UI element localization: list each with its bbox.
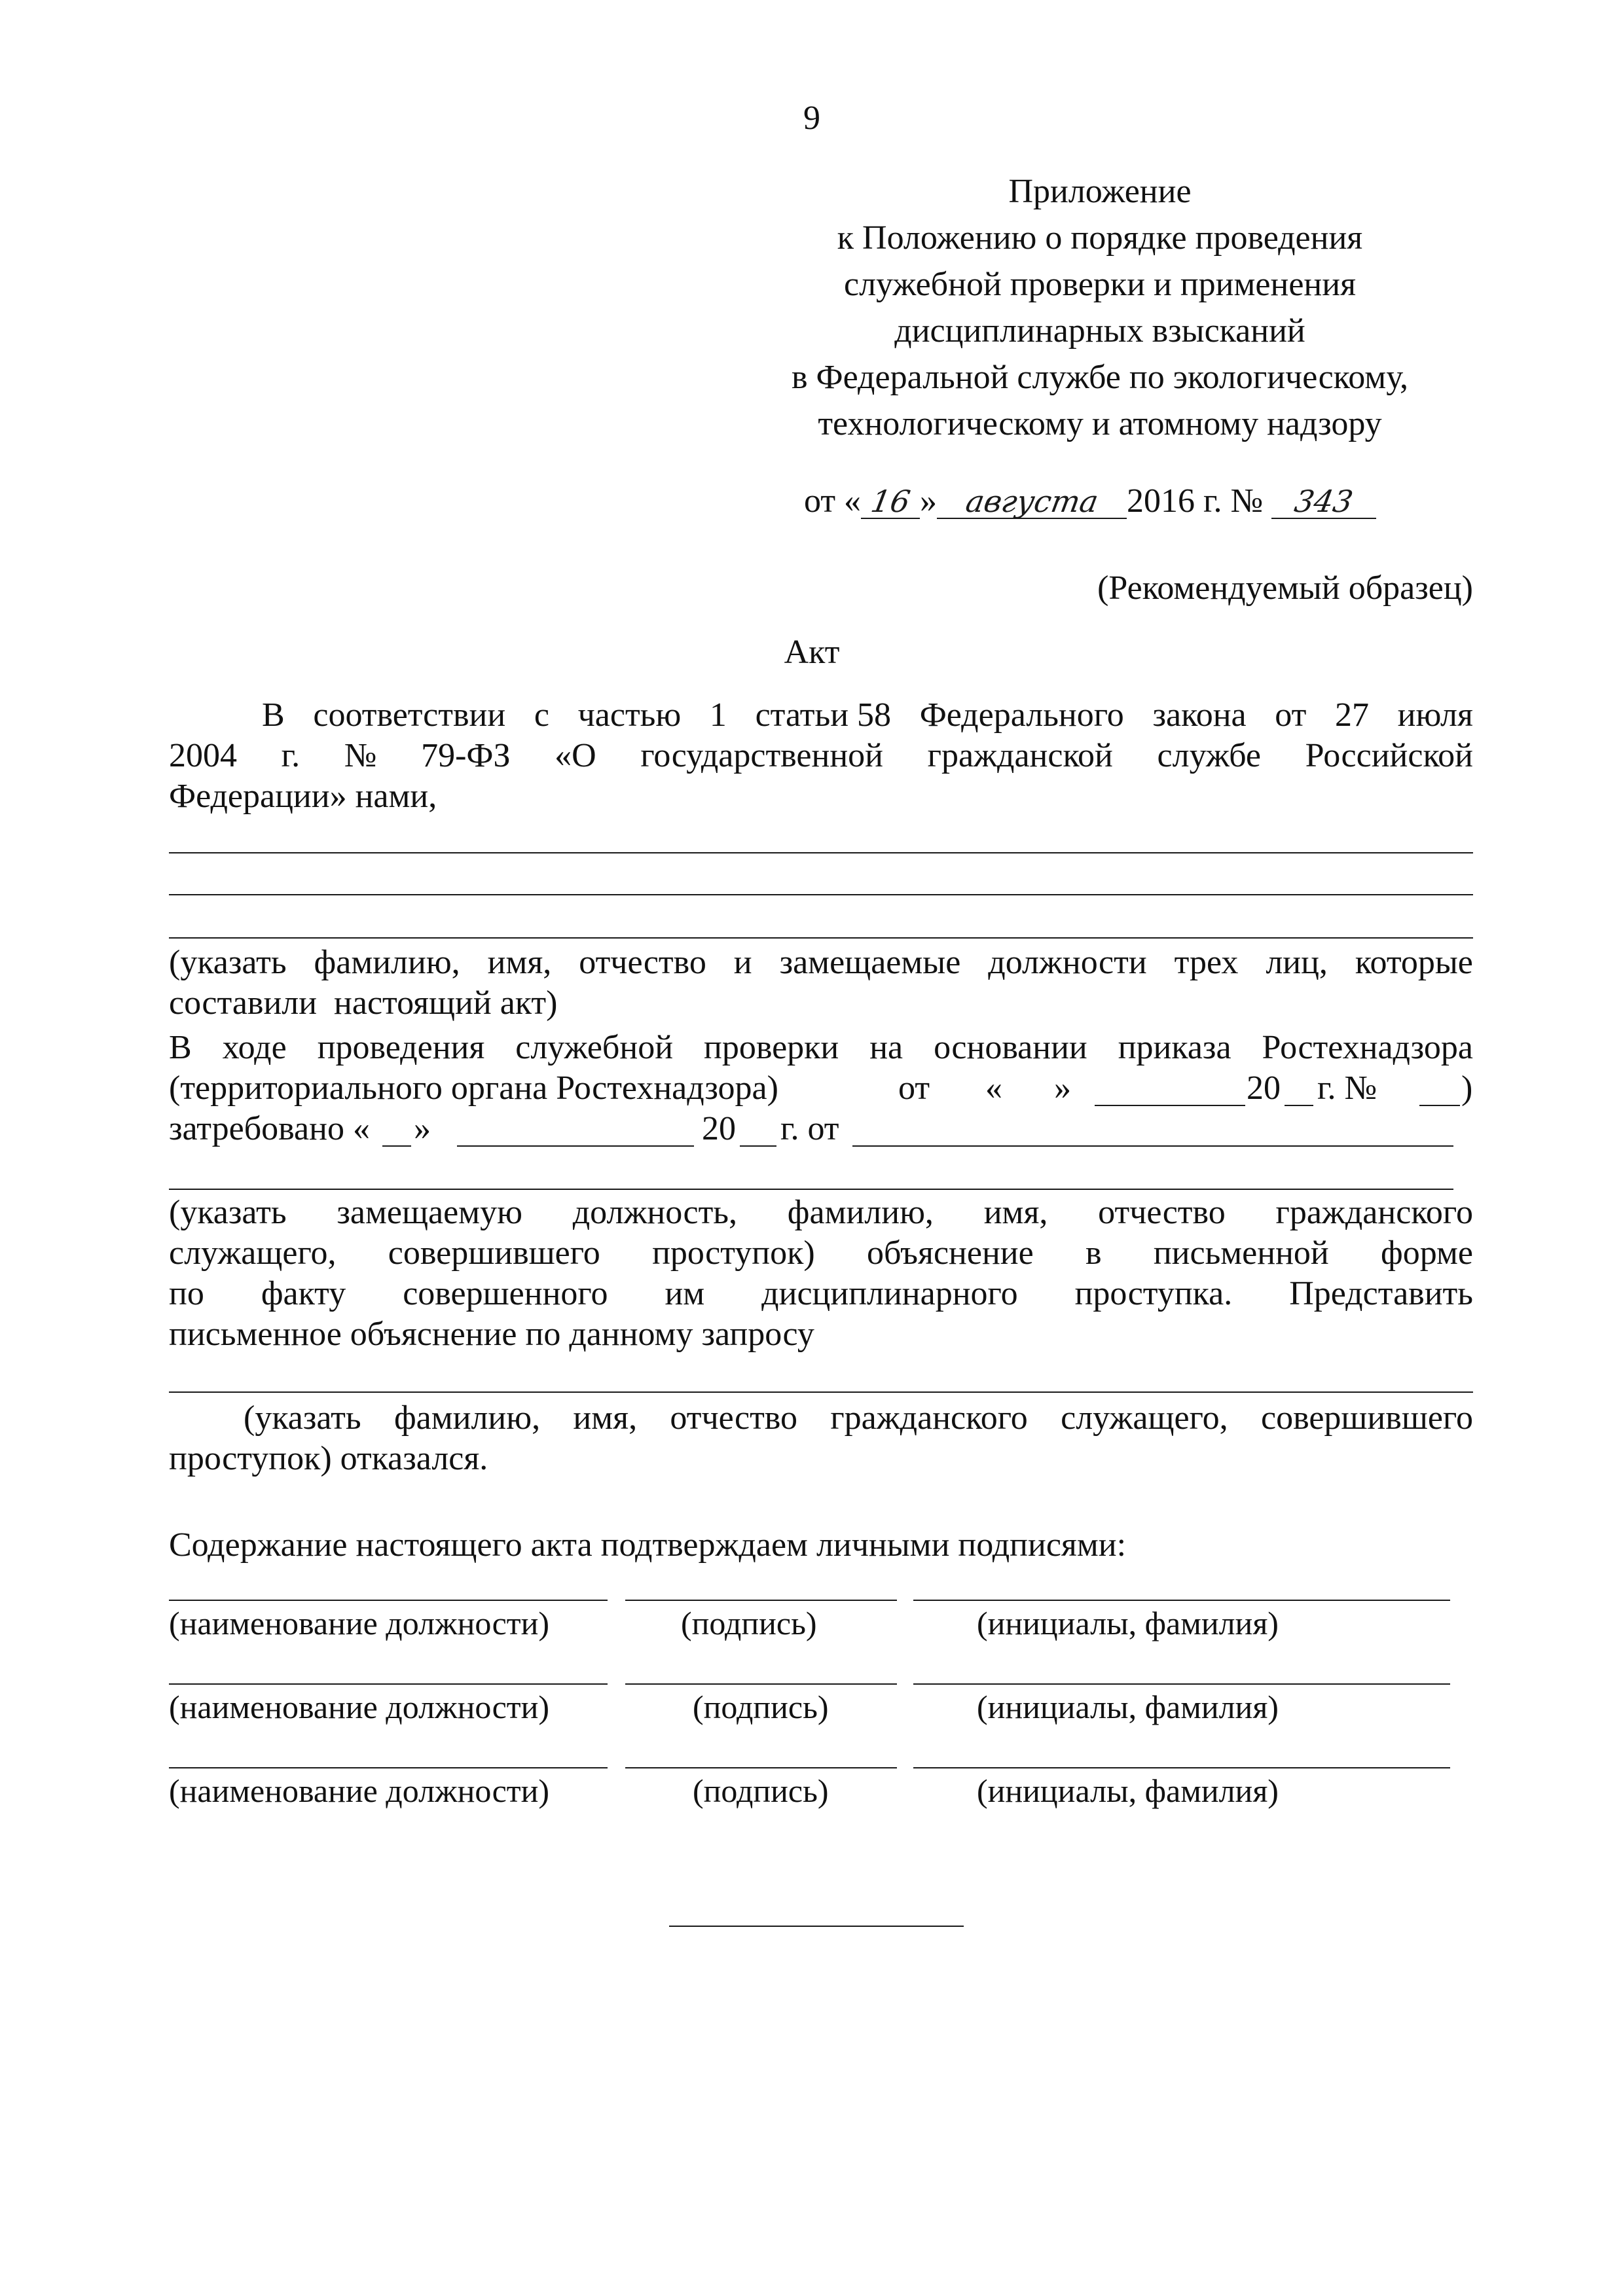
word: совершившего — [1260, 1399, 1473, 1437]
word: с — [534, 696, 549, 734]
word: проступок) — [652, 1234, 815, 1272]
signature-sign-label: (подпись) — [693, 1689, 829, 1725]
confirm-text: Содержание настоящего акта подтверждаем личными подписями: — [169, 1526, 1127, 1564]
signature-sign-label: (подпись) — [681, 1605, 817, 1641]
word: замещаемую — [337, 1194, 522, 1231]
word: письменной — [1153, 1234, 1329, 1272]
note1-line-2: составили настоящий акт) — [169, 984, 558, 1022]
blank-line — [169, 1600, 608, 1601]
word: им — [665, 1275, 705, 1312]
annex-line: технологическому и атомному надзору — [818, 405, 1382, 442]
blank-line — [382, 1145, 411, 1147]
word: совершившего — [388, 1234, 600, 1272]
word: 1 — [709, 696, 727, 734]
signature-name-label: (инициалы, фамилия) — [977, 1772, 1279, 1809]
word: (указать — [244, 1399, 361, 1437]
word: и — [733, 944, 752, 981]
check-line-3a: затребовано « — [169, 1110, 370, 1147]
intro-line-1 — [262, 695, 1473, 736]
word: имя, — [487, 944, 552, 981]
signature-name-label: (инициалы, фамилия) — [977, 1605, 1279, 1641]
date-prefix: от « — [804, 482, 862, 520]
word: форме — [1381, 1234, 1473, 1272]
intro-line-2 — [169, 736, 1473, 776]
word: закона — [1152, 696, 1247, 734]
annex-title: Приложение — [1008, 173, 1192, 210]
check-line-1 — [169, 1028, 1473, 1068]
word: частью — [577, 696, 682, 734]
recommended-sample: (Рекомендуемый образец) — [1097, 569, 1473, 607]
date-number-handwritten: 343 — [1292, 484, 1356, 519]
blank-line — [169, 1189, 1453, 1190]
blank-line — [625, 1767, 897, 1768]
word: г. — [281, 737, 301, 774]
closing-separator — [669, 1926, 964, 1927]
blank-line — [625, 1683, 897, 1685]
annex-line: к Положению о порядке проведения — [837, 219, 1363, 257]
note2-line-1 — [169, 1193, 1473, 1233]
date-month-field — [937, 485, 1127, 519]
word: проведения — [317, 1029, 485, 1066]
word: служащего, — [169, 1234, 337, 1272]
word: фамилию, — [787, 1194, 934, 1231]
word: В — [169, 1029, 192, 1066]
word: фамилию, — [314, 944, 460, 981]
date-year: 2016 г. № — [1127, 482, 1264, 520]
annex-date-line — [804, 481, 1376, 522]
word: имя, — [573, 1399, 638, 1437]
check-line-2d: » — [1054, 1069, 1071, 1107]
blank-line — [169, 852, 1473, 853]
blank-line — [1095, 1105, 1245, 1106]
note2-line-2 — [169, 1233, 1473, 1274]
word: соответствии — [313, 696, 506, 734]
blank-line — [457, 1145, 694, 1147]
word: по — [169, 1275, 204, 1312]
word: государственной — [640, 737, 883, 774]
word: фамилию, — [393, 1399, 541, 1437]
check-line-3c: 20 — [702, 1110, 736, 1147]
signature-position-label: (наименование должности) — [169, 1689, 550, 1725]
annex-line: дисциплинарных взысканий — [894, 312, 1305, 350]
word: № — [344, 737, 377, 774]
word: служебной — [515, 1029, 674, 1066]
signature-name-label: (инициалы, фамилия) — [977, 1689, 1279, 1725]
word: совершенного — [403, 1275, 608, 1312]
date-number-field — [1271, 485, 1376, 519]
annex-line: в Федеральной службе по экологическому, — [792, 359, 1408, 396]
word: отчество — [579, 944, 706, 981]
word: (указать — [169, 944, 287, 981]
check-line-2g: ) — [1461, 1069, 1473, 1107]
check-line-2f: г. № — [1317, 1069, 1377, 1107]
word: службе — [1157, 737, 1261, 774]
check-line-3d: г. от — [780, 1110, 839, 1147]
check-line-3b: » — [414, 1110, 431, 1147]
blank-line — [913, 1683, 1450, 1685]
word: факту — [261, 1275, 346, 1312]
word: июля — [1397, 696, 1473, 734]
word: основании — [934, 1029, 1087, 1066]
signature-position-label: (наименование должности) — [169, 1772, 550, 1809]
word: 79-ФЗ — [421, 737, 511, 774]
word: В — [262, 696, 285, 734]
blank-line — [913, 1767, 1450, 1768]
note1-line-1 — [169, 942, 1473, 983]
word: Федерального — [919, 696, 1124, 734]
page-number: 9 — [803, 99, 820, 137]
word: которые — [1355, 944, 1473, 981]
word: 2004 — [169, 737, 237, 774]
date-month-handwritten: августа — [962, 484, 1101, 519]
word: дисциплинарного — [761, 1275, 1018, 1312]
word: должности — [988, 944, 1147, 981]
word: приказа — [1118, 1029, 1231, 1066]
note3-line-1 — [244, 1398, 1473, 1439]
blank-line — [169, 937, 1473, 939]
annex-line: служебной проверки и применения — [844, 266, 1356, 303]
word: проступка. — [1074, 1275, 1233, 1312]
blank-line — [1285, 1105, 1313, 1106]
word: служащего, — [1061, 1399, 1228, 1437]
word: статьи 58 — [755, 696, 892, 734]
blank-line — [852, 1145, 1453, 1147]
date-day-field — [861, 485, 920, 519]
word: «О — [555, 737, 596, 774]
blank-line — [1419, 1105, 1460, 1106]
blank-line — [740, 1145, 776, 1147]
word: имя, — [983, 1194, 1048, 1231]
word: замещаемые — [779, 944, 961, 981]
blank-line — [169, 1767, 608, 1768]
word: 27 — [1335, 696, 1369, 734]
word: отчество — [1098, 1194, 1226, 1231]
word: объяснение — [867, 1234, 1034, 1272]
word: гражданского — [1275, 1194, 1473, 1231]
check-line-2a: (территориального органа Ростехнадзора) — [169, 1069, 778, 1107]
word: отчество — [670, 1399, 797, 1437]
date-mid: » — [920, 482, 938, 520]
date-day-handwritten: 16 — [868, 484, 913, 519]
act-title: Акт — [784, 634, 840, 671]
blank-line — [169, 1391, 1473, 1393]
blank-line — [913, 1600, 1450, 1601]
blank-line — [169, 894, 1473, 895]
blank-line — [625, 1600, 897, 1601]
word: трех — [1174, 944, 1239, 981]
word: лиц, — [1266, 944, 1328, 981]
word: гражданского — [830, 1399, 1028, 1437]
check-line-2e: 20 — [1247, 1069, 1281, 1107]
word: Российской — [1305, 737, 1473, 774]
word: от — [1275, 696, 1307, 734]
note2-line-3 — [169, 1274, 1473, 1314]
word: должность, — [572, 1194, 738, 1231]
blank-line — [169, 1683, 608, 1685]
check-line-2c: « — [985, 1069, 1002, 1107]
signature-sign-label: (подпись) — [693, 1772, 829, 1809]
check-line-2b: от — [898, 1069, 930, 1107]
intro-line-3: Федерации» нами, — [169, 778, 437, 815]
word: (указать — [169, 1194, 287, 1231]
signature-position-label: (наименование должности) — [169, 1605, 550, 1641]
note2-line-4: письменное объяснение по данному запросу — [169, 1316, 814, 1353]
word: на — [869, 1029, 903, 1066]
word: Ростехнадзора — [1262, 1029, 1473, 1066]
word: Представить — [1289, 1275, 1473, 1312]
word: гражданской — [927, 737, 1113, 774]
word: в — [1085, 1234, 1102, 1272]
note3-line-2: проступок) отказался. — [169, 1440, 488, 1477]
word: ходе — [222, 1029, 287, 1066]
word: проверки — [704, 1029, 839, 1066]
